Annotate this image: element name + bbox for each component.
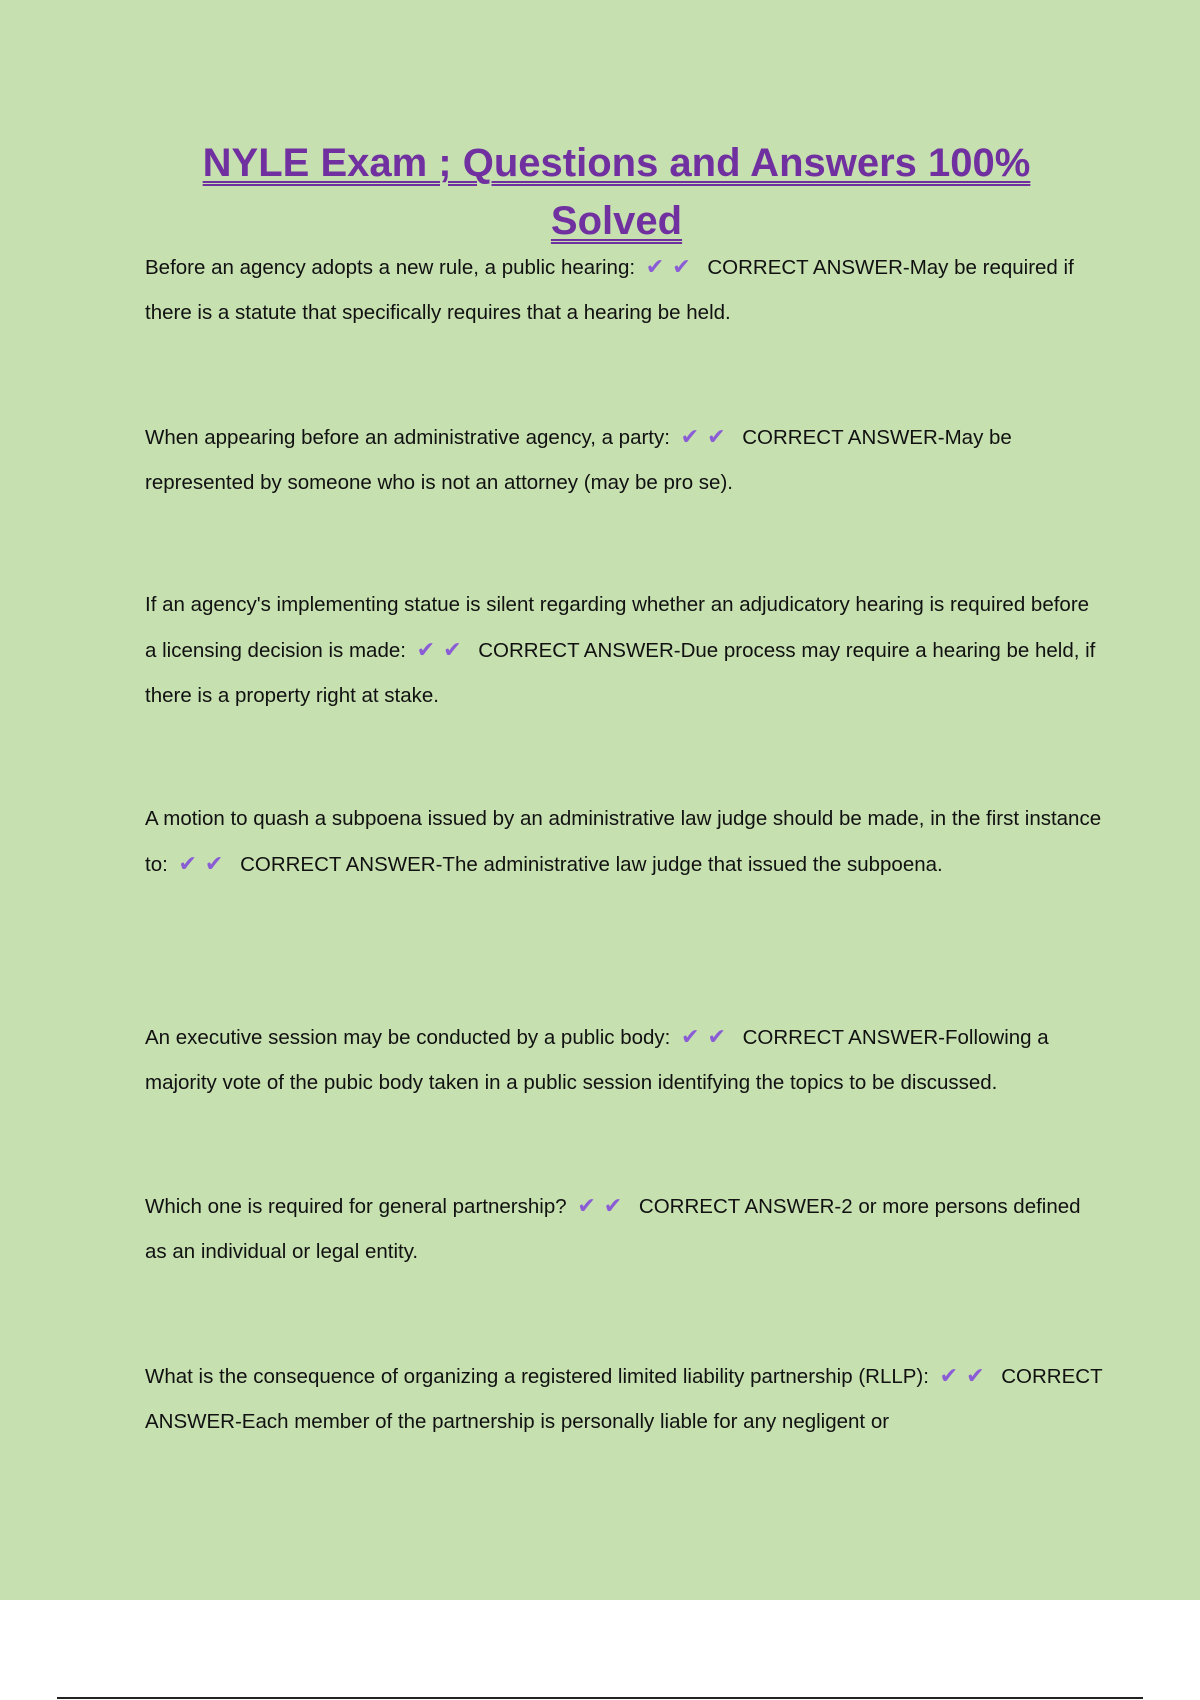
answer-text: CORRECT ANSWER-May be required if there is a statute that specifically requires that a hearing be held. (145, 256, 1074, 324)
check-marks-icon: ✔✔ (577, 1193, 631, 1218)
answer-text: CORRECT ANSWER-May be represented by someone who is not an attorney (may be pro se). (145, 426, 1012, 494)
qa-item-1 (145, 244, 1105, 335)
answer-text: CORRECT ANSWER-Each member of the partnership is personally liable for any negligent or (145, 1365, 1103, 1433)
question-text: A motion to quash a subpoena issued by an administrative law judge should be made, in the first instance to: (145, 807, 1102, 876)
question-text: What is the consequence of organizing a registered limited liability partnership (RLLP): (145, 1365, 929, 1388)
check-marks-icon: ✔✔ (681, 1024, 734, 1049)
footer-divider (57, 1697, 1143, 1699)
answer-text: CORRECT ANSWER-2 or more persons defined as an individual or legal entity. (145, 1195, 1081, 1263)
check-marks-icon: ✔✔ (680, 424, 734, 449)
check-marks-icon: ✔✔ (416, 637, 470, 662)
qa-item-6 (145, 1183, 1105, 1274)
question-text: Which one is required for general partnership? (145, 1195, 567, 1218)
document-title: NYLE Exam ; Questions and Answers 100% Solved (202, 141, 1031, 243)
question-text: Before an agency adopts a new rule, a public hearing: (145, 256, 636, 279)
qa-item-2 (145, 414, 1105, 505)
question-text: If an agency's implementing statue is silent regarding whether an adjudicatory hearing is required before a licensing decision is made: (145, 593, 1090, 662)
answer-text: CORRECT ANSWER-Following a majority vote of the pubic body taken in a public session identifying the topics to be discussed. (145, 1026, 1049, 1094)
qa-item-3 (145, 582, 1105, 718)
answer-text: CORRECT ANSWER-The administrative law judge that issued the subpoena. (240, 853, 943, 876)
qa-item-7 (145, 1353, 1105, 1444)
qa-item-5 (145, 1014, 1105, 1105)
check-marks-icon: ✔✔ (939, 1363, 993, 1388)
question-text: When appearing before an administrative agency, a party: (145, 426, 670, 449)
check-marks-icon: ✔✔ (178, 851, 232, 876)
question-text: An executive session may be conducted by a public body: (145, 1026, 671, 1049)
answer-text: CORRECT ANSWER-Due process may require a hearing be held, if there is a property right at stake. (145, 639, 1096, 707)
check-marks-icon: ✔✔ (645, 254, 699, 279)
qa-item-4 (145, 796, 1105, 887)
